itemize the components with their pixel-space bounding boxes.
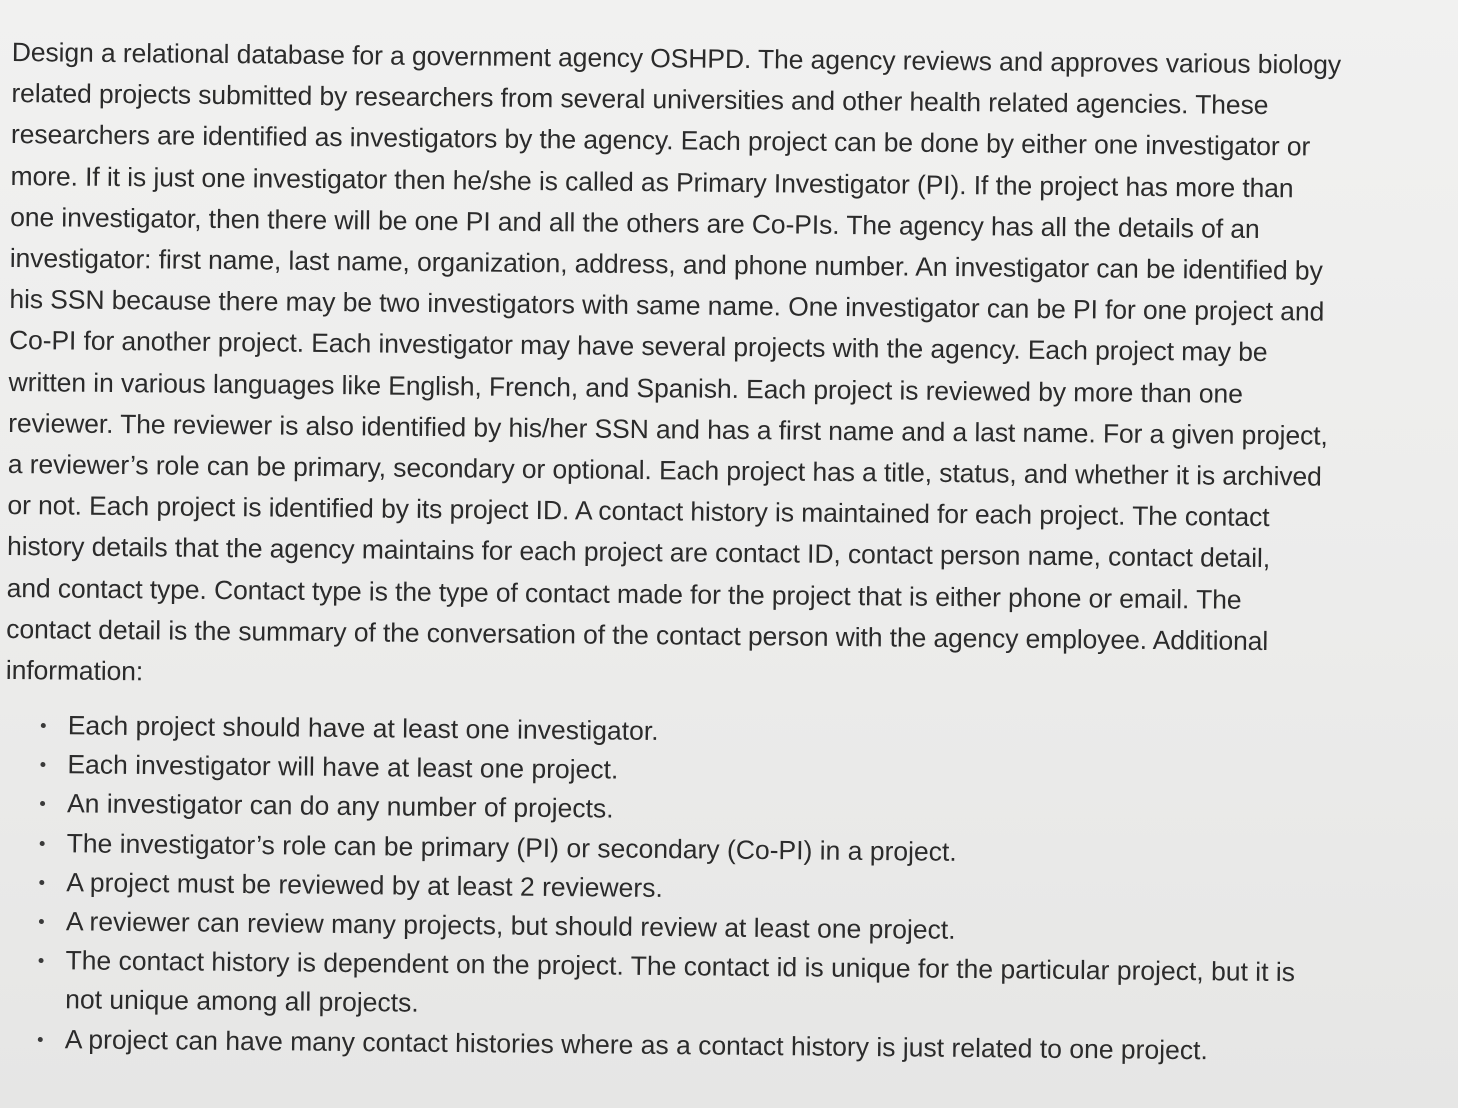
paragraph-line: history details that the agency maintains for each project are contact ID, contact person name, contact detail, [6, 531, 1271, 574]
additional-info-list [35, 706, 1298, 1071]
bullet-icon [39, 919, 44, 924]
bullet-icon [40, 841, 45, 846]
paragraph-line: or not. Each project is identified by its project ID. A contact history is maintained for each project. The contact [7, 490, 1270, 533]
list-item-text: A project must be reviewed by at least 2 reviewers. [66, 867, 663, 903]
bullet-icon [40, 762, 45, 767]
paragraph-line: researchers are identified as investigators by the agency. Each project can be done by either one investigator or [10, 119, 1311, 162]
list-item-text: Each project should have at least one investigator. [67, 710, 659, 746]
paragraph-line: contact detail is the summary of the conversation of the contact person with the agency employee. Additional [6, 613, 1269, 656]
bullet-icon [39, 880, 44, 885]
paragraph-line: a reviewer’s role can be primary, secondary or optional. Each project has a title, status, and whether it is archived [7, 449, 1322, 492]
list-item-text: The contact history is dependent on the project. The contact id is unique for the particular project, but it is [65, 945, 1296, 988]
paragraph-line: Design a relational database for a government agency OSHPD. The agency reviews and approves various biology [11, 36, 1342, 80]
list-item-text-continued: not unique among all projects. [65, 984, 419, 1019]
list-item-text: Each investigator will have at least one project. [67, 749, 619, 785]
problem-description [6, 32, 1388, 704]
list-item-text: A reviewer can review many projects, but should review at least one project. [65, 906, 956, 945]
bullet-icon [40, 801, 45, 806]
paragraph-line: investigator: first name, last name, organization, address, and phone number. An investigator can be identified by [9, 243, 1323, 286]
paragraph-line: related projects submitted by researchers from several universities and other health related agencies. These [11, 78, 1269, 121]
list-item-text: The investigator’s role can be primary (PI) or secondary (Co-PI) in a project. [66, 827, 957, 867]
paragraph-line: Co-PI for another project. Each investigator may have several projects with the agency. Each project may be [8, 325, 1268, 368]
paragraph-line: reviewer. The reviewer is also identified by his/her SSN and has a first name and a last name. For a given project, [8, 407, 1328, 451]
paragraph-line: his SSN because there may be two investigators with same name. One investigator can be PI for one project and [9, 284, 1325, 327]
paragraph-line: more. If it is just one investigator then he/she is called as Primary Investigator (PI). If the project has more than [10, 160, 1294, 203]
paragraph-line: written in various languages like English, French, and Spanish. Each project is reviewed by more than one [8, 366, 1243, 409]
paragraph-line: one investigator, then there will be one PI and all the others are Co-PIs. The agency has all the details of an [10, 201, 1260, 244]
list-item-text: An investigator can do any number of projects. [66, 788, 614, 824]
paragraph-line: information: [5, 655, 144, 687]
bullet-icon [41, 723, 46, 728]
list-item-text: A project can have many contact histories where as a contact history is just related to one project. [64, 1023, 1208, 1065]
paragraph-line: and contact type. Contact type is the type of contact made for the project that is either phone or email. The [6, 572, 1242, 615]
bullet-icon [38, 1037, 43, 1042]
list-item [35, 941, 1295, 1031]
bullet-icon [39, 958, 44, 963]
